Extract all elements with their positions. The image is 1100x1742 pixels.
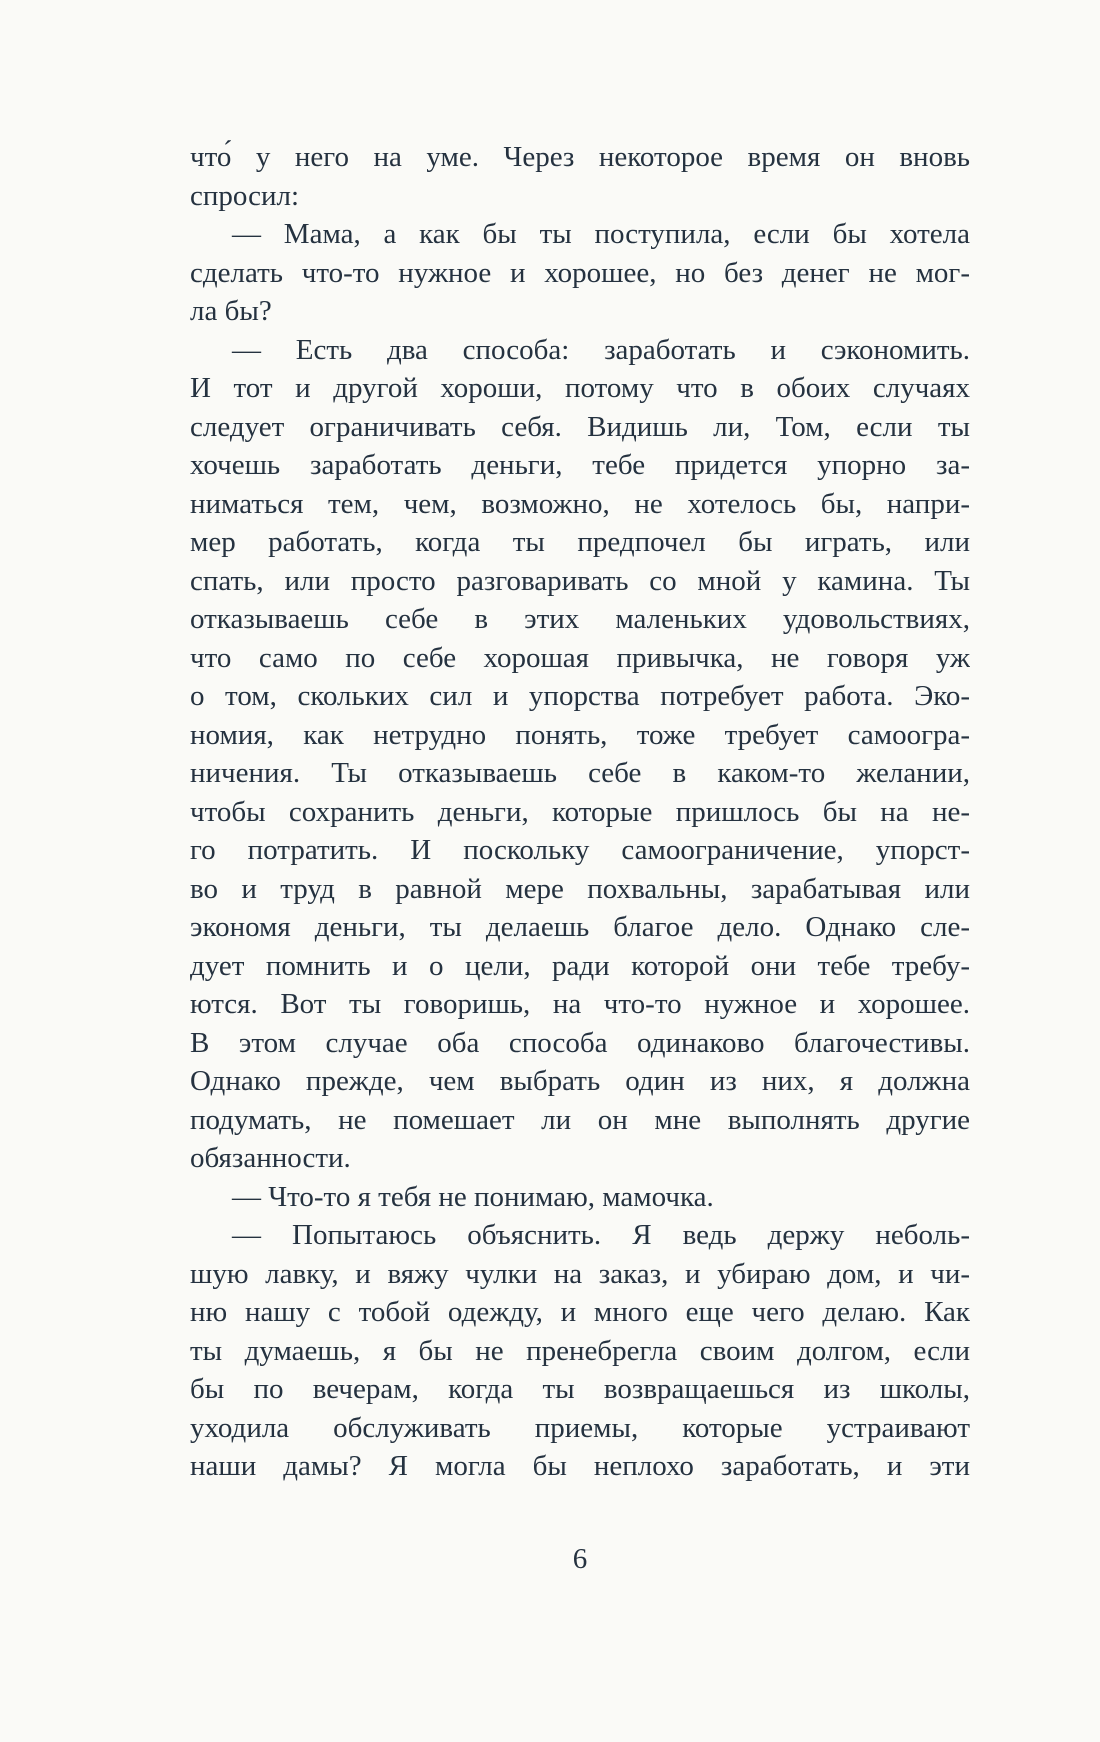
text-line: ню нашу с тобой одежду, и много еще чего делаю. Как	[190, 1296, 970, 1328]
text-line: экономя деньги, ты делаешь благое дело. Однако сле-	[190, 911, 970, 943]
body-text-block	[190, 138, 970, 1486]
text-line: шую лавку, и вяжу чулки на заказ, и убираю дом, и чи-	[190, 1257, 970, 1290]
text-line: подумать, не помешает ли он мне выполнять другие	[190, 1103, 970, 1136]
text-line: наши дамы? Я могла бы неплохо заработать, и эти	[190, 1450, 970, 1482]
text-line: ниматься тем, чем, возможно, не хотелось бы, напри-	[190, 487, 970, 520]
text-line: — Что-то я тебя не понимаю, мамочка.	[232, 1180, 714, 1213]
text-line: бы по вечерам, когда ты возвращаешься из школы,	[190, 1373, 970, 1405]
text-line: следует ограничивать себя. Видишь ли, Том, если ты	[190, 410, 970, 443]
text-line: ются. Вот ты говоришь, на что-то нужное и хорошее.	[190, 988, 970, 1020]
text-line: мер работать, когда ты предпочел бы играть, или	[190, 526, 970, 558]
text-line: — Мама, а как бы ты поступила, если бы хотела	[232, 218, 970, 250]
text-line: во и труд в равной мере похвальны, зарабатывая или	[190, 872, 970, 905]
page-number: 6	[572, 1543, 588, 1575]
text-line: уходила обслуживать приемы, которые устраивают	[190, 1411, 970, 1444]
text-line: ты думаешь, я бы не пренебрегла своим долгом, если	[190, 1334, 970, 1367]
text-line: сделать что-то нужное и хорошее, но без денег не мог-	[190, 256, 970, 289]
text-line: ла бы?	[190, 295, 272, 327]
text-line: чтобы сохранить деньги, которые пришлось бы на не-	[190, 795, 970, 828]
text-line: спросил:	[190, 179, 300, 212]
text-line: что́ у него на уме. Через некоторое время он вновь	[190, 141, 970, 173]
text-line: хочешь заработать деньги, тебе придется упорно за-	[190, 449, 970, 481]
text-line: отказываешь себе в этих маленьких удовольствиях,	[190, 603, 970, 635]
text-line: дует помнить и о цели, ради которой они тебе требу-	[190, 949, 970, 982]
text-line: Однако прежде, чем выбрать один из них, я должна	[190, 1065, 970, 1097]
text-line: обязанности.	[190, 1142, 351, 1174]
text-line: о том, скольких сил и упорства потребует работа. Эко-	[190, 680, 970, 712]
text-line: И тот и другой хороши, потому что в обоих случаях	[190, 372, 970, 404]
text-line: — Есть два способа: заработать и сэкономить.	[232, 333, 970, 366]
text-line: что само по себе хорошая привычка, не говоря уж	[190, 641, 970, 674]
text-line: — Попытаюсь объяснить. Я ведь держу неболь-	[232, 1219, 970, 1251]
text-line: номия, как нетрудно понять, тоже требует самоогра-	[190, 718, 970, 751]
text-line: В этом случае оба способа одинаково благочестивы.	[190, 1026, 970, 1059]
text-line: спать, или просто разговаривать со мной у камина. Ты	[190, 564, 970, 597]
text-line: ничения. Ты отказываешь себе в каком-то желании,	[190, 757, 970, 789]
text-line: го потратить. И поскольку самоограничение, упорст-	[190, 834, 970, 866]
